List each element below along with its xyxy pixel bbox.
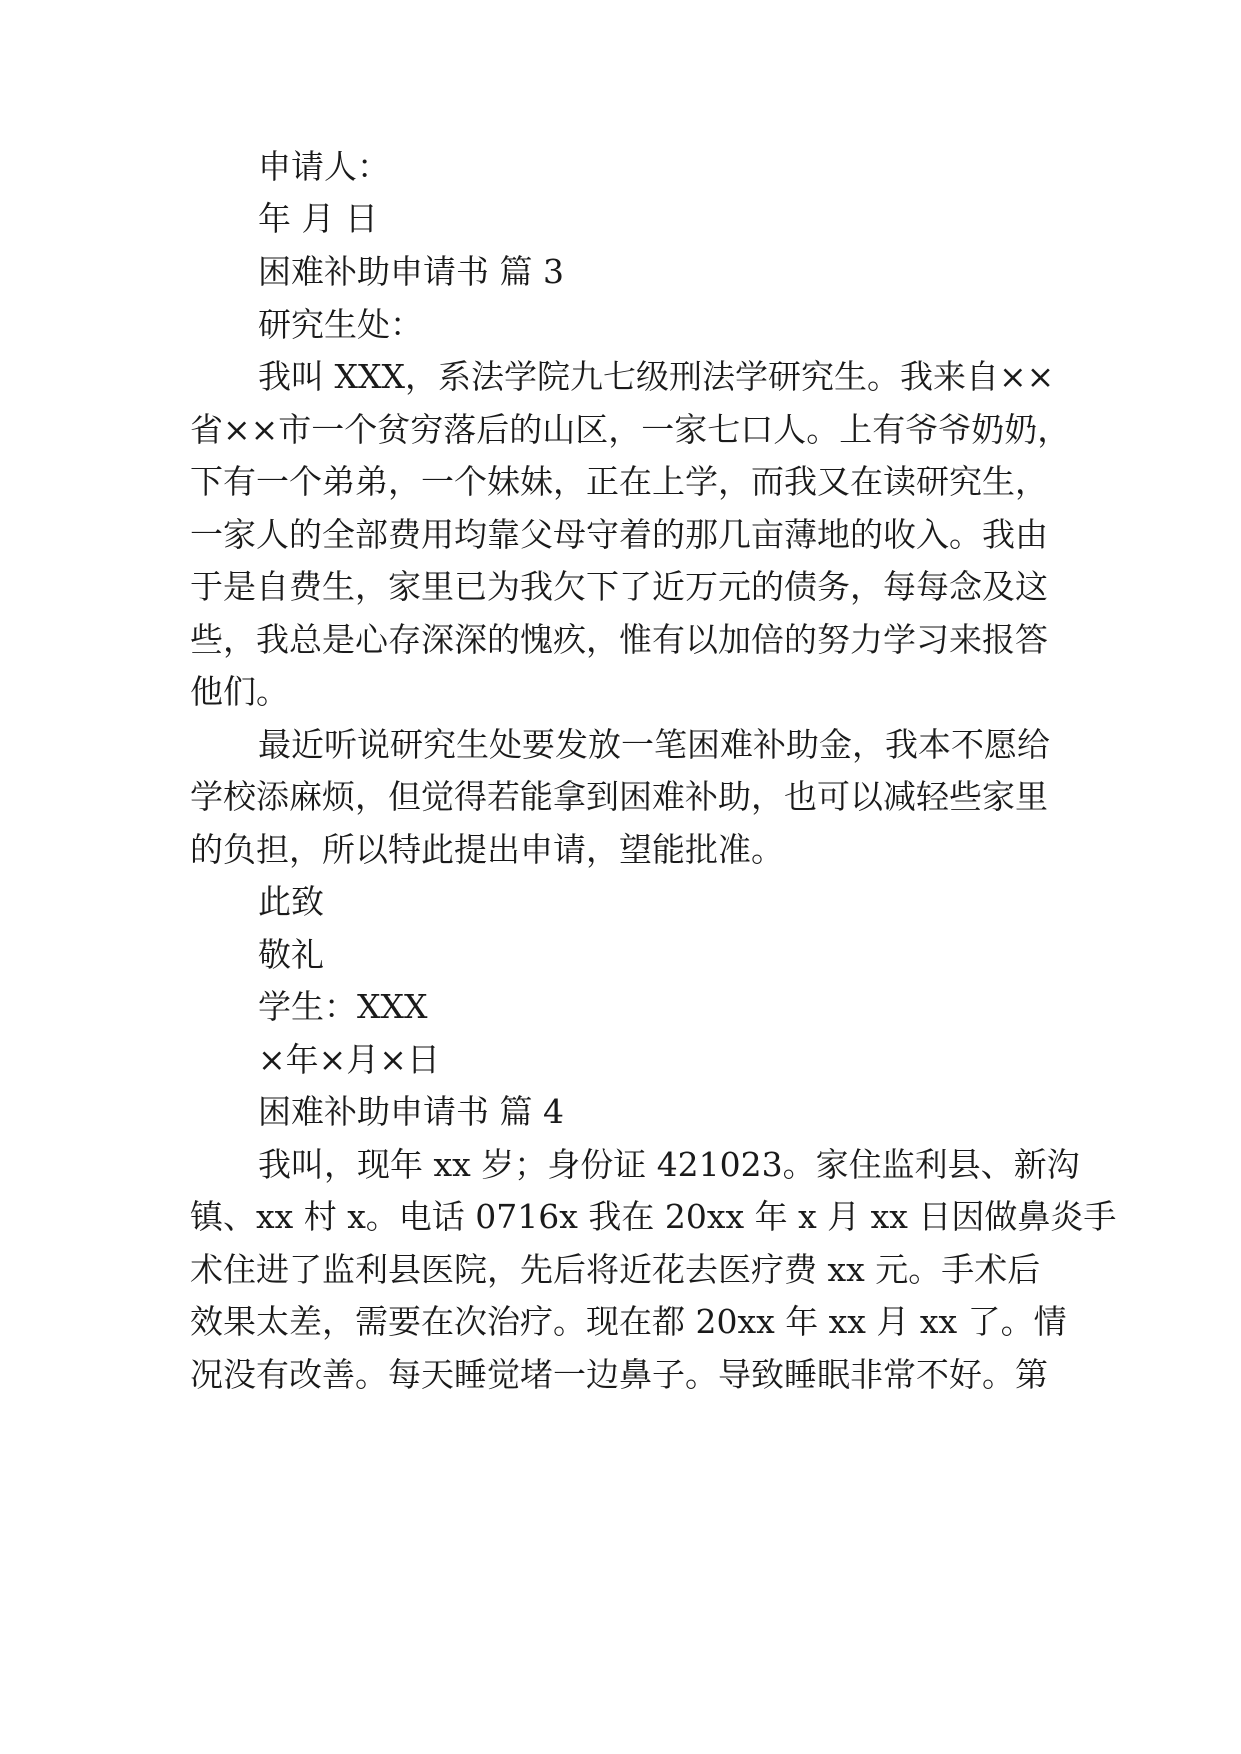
paragraph-line: 的负担，所以特此提出申请，望能批准。 bbox=[190, 830, 784, 869]
paragraph-line: 我叫，现年 xx 岁；身份证 421023。家住监利县、新沟 bbox=[258, 1145, 1080, 1184]
paragraph-line: 我叫 XXX，系法学院九七级刑法学研究生。我来自×× bbox=[258, 357, 1055, 396]
paragraph-line: 省××市一个贫穷落后的山区，一家七口人。上有爷爷奶奶， bbox=[190, 410, 1071, 449]
paragraph-line: 于是自费生，家里已为我欠下了近万元的债务，每每念及这 bbox=[190, 567, 1048, 606]
paragraph-line: 一家人的全部费用均靠父母守着的那几亩薄地的收入。我由 bbox=[190, 515, 1048, 554]
section-title: 困难补助申请书 篇 3 bbox=[258, 252, 564, 291]
paragraph-line: 学校添麻烦，但觉得若能拿到困难补助，也可以减轻些家里 bbox=[190, 777, 1048, 816]
paragraph-line: 下有一个弟弟，一个妹妹，正在上学，而我又在读研究生， bbox=[190, 462, 1048, 501]
paragraph-line: 况没有改善。每天睡觉堵一边鼻子。导致睡眠非常不好。第 bbox=[190, 1355, 1048, 1394]
paragraph-line: 效果太差，需要在次治疗。现在都 20xx 年 xx 月 xx 了。情 bbox=[190, 1302, 1067, 1341]
recipient-line: 研究生处： bbox=[258, 305, 423, 344]
closing-line: 此致 bbox=[258, 882, 324, 921]
paragraph-line: 镇、xx 村 x。电话 0716x 我在 20xx 年 x 月 xx 日因做鼻炎手 bbox=[190, 1197, 1117, 1236]
signature-line: 学生：XXX bbox=[258, 987, 428, 1026]
paragraph-line: 最近听说研究生处要发放一笔困难补助金，我本不愿给 bbox=[258, 725, 1050, 764]
date-line: 年 月 日 bbox=[258, 199, 378, 238]
paragraph-line: 术住进了监利县医院，先后将近花去医疗费 xx 元。手术后 bbox=[190, 1250, 1041, 1289]
applicant-label: 申请人： bbox=[258, 147, 390, 186]
paragraph-line: 些，我总是心存深深的愧疚，惟有以加倍的努力学习来报答 bbox=[190, 620, 1048, 659]
section-title: 困难补助申请书 篇 4 bbox=[258, 1092, 564, 1131]
paragraph-line: 他们。 bbox=[190, 672, 289, 711]
closing-line: 敬礼 bbox=[258, 935, 324, 974]
signature-date: ×年×月×日 bbox=[258, 1040, 440, 1079]
